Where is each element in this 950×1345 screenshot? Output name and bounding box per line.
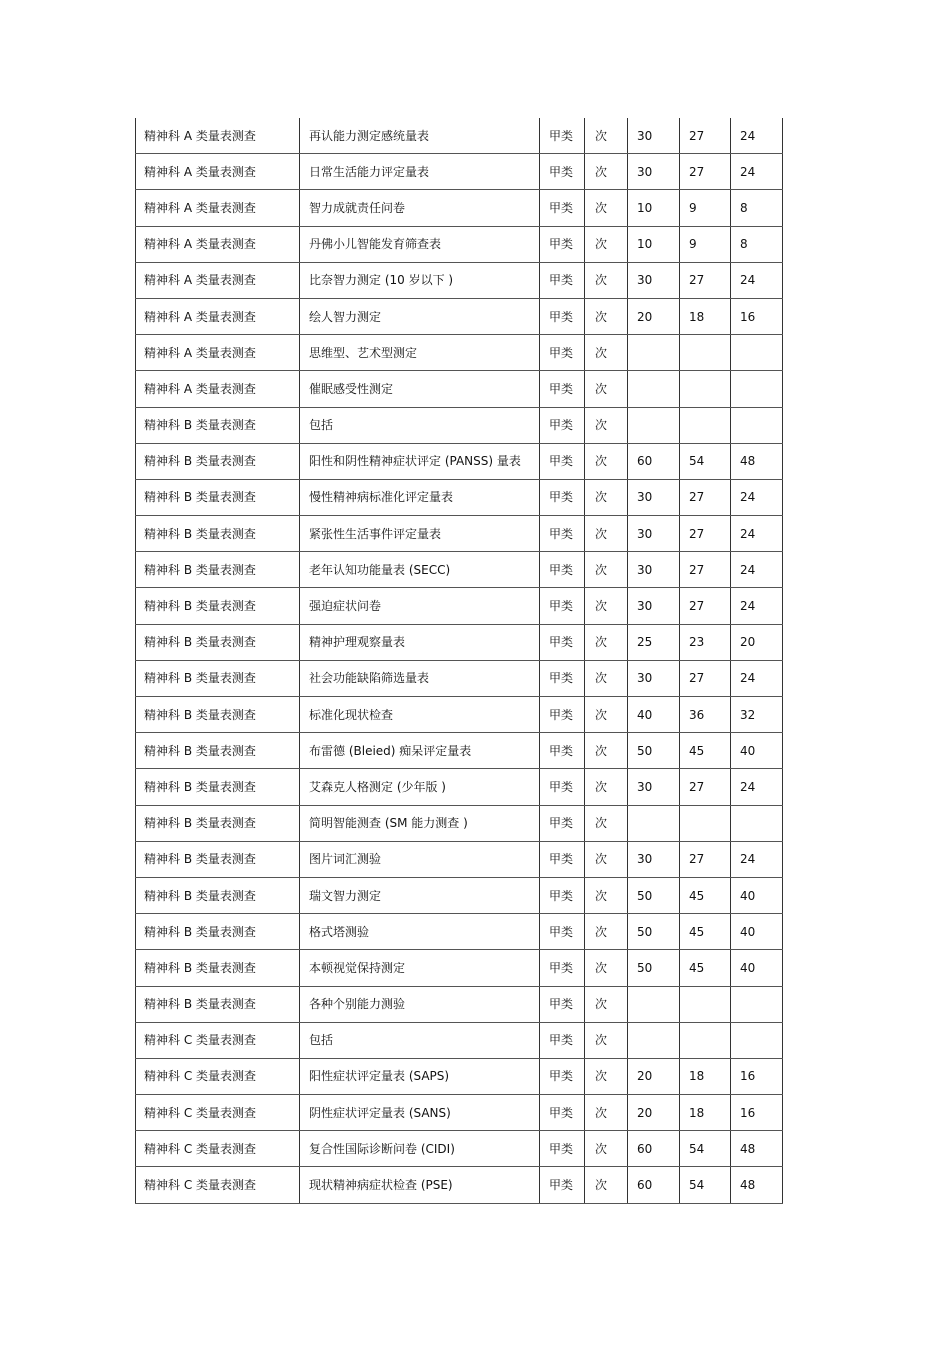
table-row [136,950,783,986]
price-tier-1-cell: 50 [628,914,680,950]
price-tier-3-cell: 48 [731,443,783,479]
price-tier-2-cell: 27 [680,118,731,154]
item-name-cell: 紧张性生活事件评定量表 [300,516,540,552]
price-tier-3-cell: 20 [731,624,783,660]
unit-cell: 次 [585,190,628,226]
item-name-cell: 艾森克人格测定 (少年版 ) [300,769,540,805]
table-row [136,226,783,262]
price-tier-3-cell: 24 [731,516,783,552]
class-cell: 甲类 [540,335,585,371]
table-row [136,262,783,298]
price-tier-2-cell: 27 [680,552,731,588]
class-cell: 甲类 [540,914,585,950]
price-tier-1-cell: 30 [628,769,680,805]
price-tier-1-cell: 10 [628,190,680,226]
table-row [136,1095,783,1131]
unit-cell: 次 [585,733,628,769]
price-tier-3-cell: 16 [731,1058,783,1094]
item-name-cell: 阴性症状评定量表 (SANS) [300,1095,540,1131]
category-cell: 精神科 A 类量表测查 [136,298,300,334]
unit-cell: 次 [585,335,628,371]
price-tier-2-cell: 18 [680,298,731,334]
price-tier-1-cell: 50 [628,877,680,913]
unit-cell: 次 [585,1022,628,1058]
category-cell: 精神科 C 类量表测查 [136,1131,300,1167]
category-cell: 精神科 B 类量表测查 [136,479,300,515]
item-name-cell: 阳性和阴性精神症状评定 (PANSS) 量表 [300,443,540,479]
class-cell: 甲类 [540,190,585,226]
category-cell: 精神科 C 类量表测查 [136,1022,300,1058]
price-tier-3-cell: 16 [731,1095,783,1131]
price-tier-1-cell [628,371,680,407]
category-cell: 精神科 A 类量表测查 [136,226,300,262]
price-tier-2-cell: 18 [680,1058,731,1094]
item-name-cell: 催眠感受性测定 [300,371,540,407]
unit-cell: 次 [585,1167,628,1203]
table-row [136,733,783,769]
item-name-cell: 阳性症状评定量表 (SAPS) [300,1058,540,1094]
item-name-cell: 现状精神病症状检查 (PSE) [300,1167,540,1203]
table-row [136,986,783,1022]
price-tier-2-cell [680,986,731,1022]
class-cell: 甲类 [540,805,585,841]
unit-cell: 次 [585,986,628,1022]
price-tier-2-cell: 54 [680,1167,731,1203]
price-tier-1-cell: 60 [628,1167,680,1203]
table-row [136,1022,783,1058]
unit-cell: 次 [585,1131,628,1167]
price-tier-2-cell: 45 [680,877,731,913]
price-tier-3-cell: 24 [731,262,783,298]
price-tier-2-cell: 18 [680,1095,731,1131]
price-tier-3-cell [731,407,783,443]
table-row [136,190,783,226]
table-row [136,769,783,805]
table-row [136,552,783,588]
category-cell: 精神科 B 类量表测查 [136,986,300,1022]
item-name-cell: 包括 [300,407,540,443]
unit-cell: 次 [585,154,628,190]
price-tier-3-cell [731,1022,783,1058]
price-tier-3-cell: 24 [731,588,783,624]
category-cell: 精神科 B 类量表测查 [136,624,300,660]
class-cell: 甲类 [540,950,585,986]
unit-cell: 次 [585,624,628,660]
price-tier-3-cell [731,805,783,841]
price-tier-2-cell: 45 [680,950,731,986]
price-tier-2-cell: 45 [680,733,731,769]
item-name-cell: 慢性精神病标准化评定量表 [300,479,540,515]
class-cell: 甲类 [540,118,585,154]
table-row [136,588,783,624]
price-tier-3-cell: 24 [731,552,783,588]
price-tier-2-cell: 27 [680,262,731,298]
price-tier-2-cell: 27 [680,588,731,624]
price-tier-3-cell [731,371,783,407]
price-tier-3-cell [731,986,783,1022]
price-tier-3-cell: 16 [731,298,783,334]
price-tier-1-cell: 60 [628,1131,680,1167]
price-tier-1-cell: 60 [628,443,680,479]
class-cell: 甲类 [540,733,585,769]
price-tier-1-cell: 30 [628,479,680,515]
price-tier-2-cell: 9 [680,226,731,262]
unit-cell: 次 [585,1058,628,1094]
price-tier-3-cell: 48 [731,1167,783,1203]
unit-cell: 次 [585,371,628,407]
category-cell: 精神科 A 类量表测查 [136,371,300,407]
category-cell: 精神科 A 类量表测查 [136,262,300,298]
price-tier-3-cell: 40 [731,877,783,913]
item-name-cell: 思维型、艺术型测定 [300,335,540,371]
class-cell: 甲类 [540,1167,585,1203]
table-row [136,1167,783,1203]
class-cell: 甲类 [540,262,585,298]
table-row [136,914,783,950]
table-row [136,1131,783,1167]
table-row [136,660,783,696]
price-tier-2-cell: 27 [680,479,731,515]
item-name-cell: 再认能力测定感统量表 [300,118,540,154]
unit-cell: 次 [585,950,628,986]
price-tier-2-cell: 23 [680,624,731,660]
price-tier-3-cell: 24 [731,841,783,877]
price-tier-1-cell: 50 [628,733,680,769]
price-tier-1-cell: 20 [628,1058,680,1094]
category-cell: 精神科 B 类量表测查 [136,914,300,950]
table-row [136,154,783,190]
item-name-cell: 图片词汇测验 [300,841,540,877]
category-cell: 精神科 B 类量表测查 [136,769,300,805]
class-cell: 甲类 [540,443,585,479]
unit-cell: 次 [585,588,628,624]
price-tier-1-cell: 25 [628,624,680,660]
item-name-cell: 瑞文智力测定 [300,877,540,913]
item-name-cell: 标准化现状检查 [300,697,540,733]
unit-cell: 次 [585,479,628,515]
price-tier-2-cell: 54 [680,443,731,479]
price-tier-2-cell: 36 [680,697,731,733]
price-tier-2-cell: 27 [680,841,731,877]
unit-cell: 次 [585,805,628,841]
table-row [136,371,783,407]
price-tier-2-cell: 45 [680,914,731,950]
class-cell: 甲类 [540,769,585,805]
price-tier-1-cell: 30 [628,516,680,552]
category-cell: 精神科 B 类量表测查 [136,697,300,733]
class-cell: 甲类 [540,588,585,624]
price-tier-2-cell [680,371,731,407]
price-tier-3-cell: 24 [731,118,783,154]
price-tier-2-cell [680,407,731,443]
unit-cell: 次 [585,660,628,696]
unit-cell: 次 [585,1095,628,1131]
class-cell: 甲类 [540,407,585,443]
unit-cell: 次 [585,118,628,154]
table-row [136,805,783,841]
class-cell: 甲类 [540,1095,585,1131]
unit-cell: 次 [585,516,628,552]
price-tier-2-cell: 27 [680,660,731,696]
unit-cell: 次 [585,914,628,950]
table-row [136,443,783,479]
price-tier-3-cell: 32 [731,697,783,733]
category-cell: 精神科 B 类量表测查 [136,552,300,588]
class-cell: 甲类 [540,154,585,190]
price-tier-1-cell [628,1022,680,1058]
fee-table-body [136,118,783,1203]
category-cell: 精神科 B 类量表测查 [136,407,300,443]
table-row [136,516,783,552]
category-cell: 精神科 B 类量表测查 [136,805,300,841]
price-tier-2-cell: 27 [680,516,731,552]
unit-cell: 次 [585,407,628,443]
class-cell: 甲类 [540,1058,585,1094]
price-tier-3-cell: 24 [731,479,783,515]
unit-cell: 次 [585,226,628,262]
unit-cell: 次 [585,877,628,913]
item-name-cell: 精神护理观察量表 [300,624,540,660]
unit-cell: 次 [585,697,628,733]
table-row [136,298,783,334]
category-cell: 精神科 B 类量表测查 [136,443,300,479]
category-cell: 精神科 B 类量表测查 [136,516,300,552]
unit-cell: 次 [585,298,628,334]
item-name-cell: 绘人智力测定 [300,298,540,334]
price-tier-3-cell: 24 [731,154,783,190]
fee-schedule-table [135,118,783,1204]
price-tier-2-cell: 54 [680,1131,731,1167]
price-tier-3-cell: 24 [731,769,783,805]
item-name-cell: 日常生活能力评定量表 [300,154,540,190]
class-cell: 甲类 [540,298,585,334]
price-tier-3-cell: 40 [731,950,783,986]
price-tier-2-cell: 9 [680,190,731,226]
item-name-cell: 社会功能缺陷筛选量表 [300,660,540,696]
table-row [136,118,783,154]
price-tier-3-cell: 40 [731,733,783,769]
category-cell: 精神科 B 类量表测查 [136,733,300,769]
category-cell: 精神科 C 类量表测查 [136,1058,300,1094]
price-tier-1-cell [628,335,680,371]
item-name-cell: 各种个别能力测验 [300,986,540,1022]
item-name-cell: 格式塔测验 [300,914,540,950]
price-tier-1-cell: 20 [628,298,680,334]
item-name-cell: 简明智能测查 (SM 能力测查 ) [300,805,540,841]
item-name-cell: 本顿视觉保持测定 [300,950,540,986]
class-cell: 甲类 [540,479,585,515]
unit-cell: 次 [585,552,628,588]
category-cell: 精神科 B 类量表测查 [136,950,300,986]
class-cell: 甲类 [540,1022,585,1058]
price-tier-2-cell: 27 [680,769,731,805]
table-row [136,624,783,660]
item-name-cell: 复合性国际诊断问卷 (CIDI) [300,1131,540,1167]
item-name-cell: 强迫症状问卷 [300,588,540,624]
table-row [136,841,783,877]
price-tier-2-cell [680,805,731,841]
category-cell: 精神科 B 类量表测查 [136,660,300,696]
unit-cell: 次 [585,769,628,805]
item-name-cell: 包括 [300,1022,540,1058]
price-tier-3-cell: 8 [731,190,783,226]
price-tier-1-cell [628,805,680,841]
item-name-cell: 老年认知功能量表 (SECC) [300,552,540,588]
table-row [136,877,783,913]
table-row [136,335,783,371]
class-cell: 甲类 [540,986,585,1022]
price-tier-1-cell: 40 [628,697,680,733]
price-tier-1-cell: 30 [628,552,680,588]
price-tier-1-cell: 10 [628,226,680,262]
price-tier-2-cell: 27 [680,154,731,190]
category-cell: 精神科 B 类量表测查 [136,877,300,913]
class-cell: 甲类 [540,697,585,733]
category-cell: 精神科 C 类量表测查 [136,1095,300,1131]
price-tier-2-cell [680,335,731,371]
class-cell: 甲类 [540,841,585,877]
price-tier-2-cell [680,1022,731,1058]
class-cell: 甲类 [540,624,585,660]
item-name-cell: 比奈智力测定 (10 岁以下 ) [300,262,540,298]
class-cell: 甲类 [540,877,585,913]
price-tier-3-cell: 8 [731,226,783,262]
item-name-cell: 丹佛小儿智能发育筛查表 [300,226,540,262]
price-tier-1-cell: 20 [628,1095,680,1131]
category-cell: 精神科 A 类量表测查 [136,190,300,226]
item-name-cell: 智力成就责任问卷 [300,190,540,226]
category-cell: 精神科 A 类量表测查 [136,154,300,190]
price-tier-1-cell: 30 [628,154,680,190]
price-tier-1-cell: 30 [628,841,680,877]
table-row [136,1058,783,1094]
class-cell: 甲类 [540,371,585,407]
category-cell: 精神科 A 类量表测查 [136,335,300,371]
table-row [136,697,783,733]
price-tier-1-cell: 30 [628,588,680,624]
price-tier-1-cell [628,407,680,443]
class-cell: 甲类 [540,552,585,588]
class-cell: 甲类 [540,516,585,552]
class-cell: 甲类 [540,660,585,696]
price-tier-1-cell: 30 [628,118,680,154]
price-tier-3-cell: 40 [731,914,783,950]
class-cell: 甲类 [540,1131,585,1167]
price-tier-1-cell: 30 [628,262,680,298]
category-cell: 精神科 B 类量表测查 [136,588,300,624]
price-tier-1-cell: 30 [628,660,680,696]
unit-cell: 次 [585,262,628,298]
class-cell: 甲类 [540,226,585,262]
category-cell: 精神科 B 类量表测查 [136,841,300,877]
table-row [136,479,783,515]
price-tier-3-cell: 48 [731,1131,783,1167]
category-cell: 精神科 C 类量表测查 [136,1167,300,1203]
category-cell: 精神科 A 类量表测查 [136,118,300,154]
unit-cell: 次 [585,443,628,479]
price-tier-3-cell: 24 [731,660,783,696]
price-tier-1-cell [628,986,680,1022]
table-row [136,407,783,443]
item-name-cell: 布雷德 (Bleied) 痴呆评定量表 [300,733,540,769]
price-tier-3-cell [731,335,783,371]
price-tier-1-cell: 50 [628,950,680,986]
unit-cell: 次 [585,841,628,877]
